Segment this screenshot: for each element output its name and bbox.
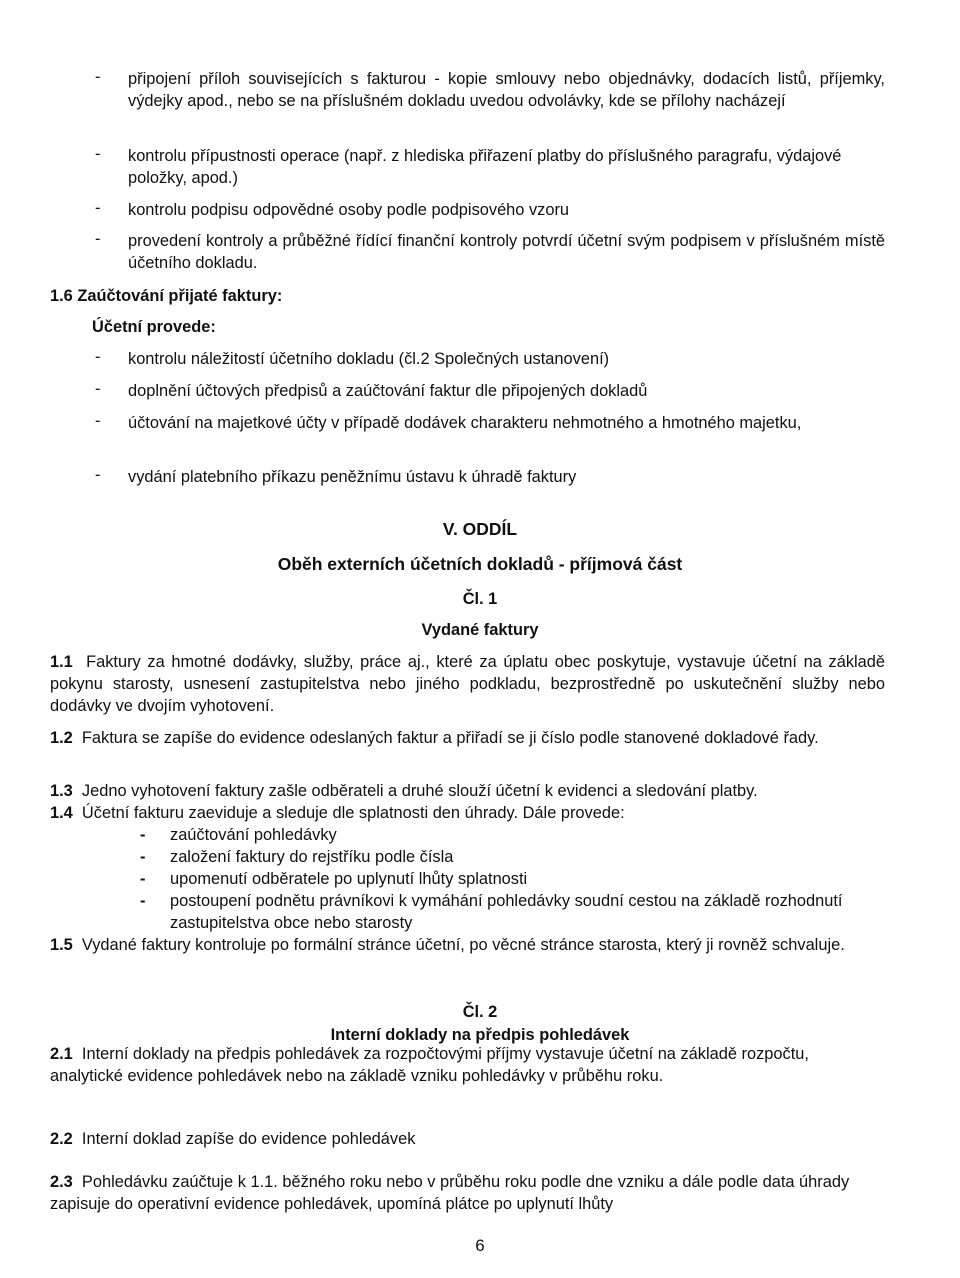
section-heading (50, 287, 282, 306)
bullet-dash: - (140, 826, 146, 844)
sub-item-text: založení faktury do rejstříku podle čísla (170, 848, 454, 866)
numbered-item (50, 1171, 885, 1215)
item-text: Pohledávku zaúčtuje k 1.1. běžného roku nebo v průběhu roku podle dne vzniku a dále podle data úhrady zapisuje do operativní evidence pohledávek, upomíná plátce po uplynutí lhůty (50, 1173, 850, 1213)
item-text: Účetní fakturu zaeviduje a sleduje dle splatnosti den úhrady. Dále provede: (81, 804, 625, 822)
item-text: Interní doklady na předpis pohledávek za rozpočtovými příjmy vystavuje účetní na základě rozpočtu, analytické evidence pohledávek nebo na základě vzniku pohledávky v průběhu roku. (50, 1045, 809, 1085)
section-subtitle: Účetní provede: (92, 318, 216, 336)
list-item (95, 199, 885, 221)
article-title: Vydané faktury (421, 621, 539, 639)
item-number: 2.1 (50, 1045, 73, 1063)
list-item-text: vydání platebního příkazu peněžnímu ústavu k úhradě faktury (128, 468, 577, 486)
list-item-text: kontrolu podpisu odpovědné osoby podle podpisového vzoru (128, 201, 570, 219)
item-text: Faktura se zapíše do evidence odeslaných faktur a přiřadí se ji číslo podle stanovené dokladové řady. (81, 729, 819, 747)
part-heading: V. ODDÍL (442, 519, 518, 539)
list-item-text: kontrolu přípustnosti operace (např. z hlediska přiřazení platby do příslušného paragrafu, výdajové položky, apod.) (128, 147, 842, 187)
sub-list-item (140, 868, 885, 890)
part-title: Oběh externích účetních dokladů - příjmová část (277, 554, 683, 574)
bullet-dash: - (95, 68, 101, 86)
item-number: 2.2 (50, 1130, 73, 1148)
list-item (95, 230, 885, 274)
numbered-item (50, 651, 885, 717)
list-item (95, 68, 885, 112)
bullet-dash: - (95, 380, 101, 398)
numbered-item (50, 780, 885, 802)
page-number: 6 (475, 1236, 485, 1255)
list-item-text: doplnění účtových předpisů a zaúčtování faktur dle připojených dokladů (128, 382, 648, 400)
item-number: 1.4 (50, 804, 73, 822)
item-number: 1.3 (50, 782, 73, 800)
article-label: Čl. 1 (462, 590, 498, 608)
section-number: 1.6 (50, 287, 73, 305)
sub-list-item (140, 890, 885, 934)
item-number: 1.2 (50, 729, 73, 747)
bullet-dash: - (140, 892, 146, 910)
article-label: Čl. 2 (462, 1003, 498, 1021)
bullet-dash: - (95, 199, 101, 217)
numbered-item (50, 802, 885, 824)
item-number: 2.3 (50, 1173, 73, 1191)
sub-list-item (140, 824, 885, 846)
numbered-item (50, 1043, 885, 1087)
list-item-text: kontrolu náležitostí účetního dokladu (čl.2 Společných ustanovení) (128, 350, 610, 368)
bullet-dash: - (95, 230, 101, 248)
numbered-item (50, 727, 885, 749)
article-title: Interní doklady na předpis pohledávek (330, 1026, 630, 1044)
list-item (95, 145, 885, 189)
bullet-dash: - (95, 145, 101, 163)
bullet-dash: - (95, 412, 101, 430)
list-item-text: připojení příloh souvisejících s fakturou - kopie smlouvy nebo objednávky, dodacích listů, příjemky, výdejky apod., nebo se na příslušném dokladu uvedou odvolávky, kde se přílohy nacházejí (128, 70, 885, 110)
list-item (95, 466, 885, 488)
list-item (95, 380, 885, 402)
item-number: 1.5 (50, 936, 73, 954)
list-item (95, 348, 885, 370)
section-title: Zaúčtování přijaté faktury: (77, 287, 283, 305)
item-text: Jedno vyhotovení faktury zašle odběrateli a druhé slouží účetní k evidenci a sledování platby. (81, 782, 758, 800)
bullet-dash: - (140, 848, 146, 866)
list-item-text: účtování na majetkové účty v případě dodávek charakteru nehmotného a hmotného majetku, (128, 414, 802, 432)
sub-item-text: upomenutí odběratele po uplynutí lhůty splatnosti (170, 870, 528, 888)
item-text: Vydané faktury kontroluje po formální stránce účetní, po věcné stránce starosta, který ji rovněž schvaluje. (81, 936, 845, 954)
list-item (95, 412, 885, 434)
bullet-dash: - (140, 870, 146, 888)
item-text: Interní doklad zapíše do evidence pohledávek (81, 1130, 416, 1148)
sub-item-text: zaúčtování pohledávky (170, 826, 337, 844)
sub-list-item (140, 846, 885, 868)
sub-item-text: postoupení podnětu právníkovi k vymáhání pohledávky soudní cestou na základě rozhodnutí zastupitelstva obce nebo starosty (170, 892, 843, 932)
item-text: Faktury za hmotné dodávky, služby, práce aj., které za úplatu obec poskytuje, vystavuje účetní na základě pokynu starosty, usnesení zastupitelstva nebo jiného podkladu, bezprostředně po uskutečnění služby nebo dodávky ve dvojím vyhotovení. (50, 653, 886, 715)
bullet-dash: - (95, 348, 101, 366)
bullet-dash: - (95, 466, 101, 484)
numbered-item (50, 934, 885, 956)
numbered-item (50, 1128, 885, 1150)
list-item-text: provedení kontroly a průběžné řídící finanční kontroly potvrdí účetní svým podpisem v příslušném místě účetního dokladu. (128, 232, 885, 272)
item-number: 1.1 (50, 653, 73, 671)
